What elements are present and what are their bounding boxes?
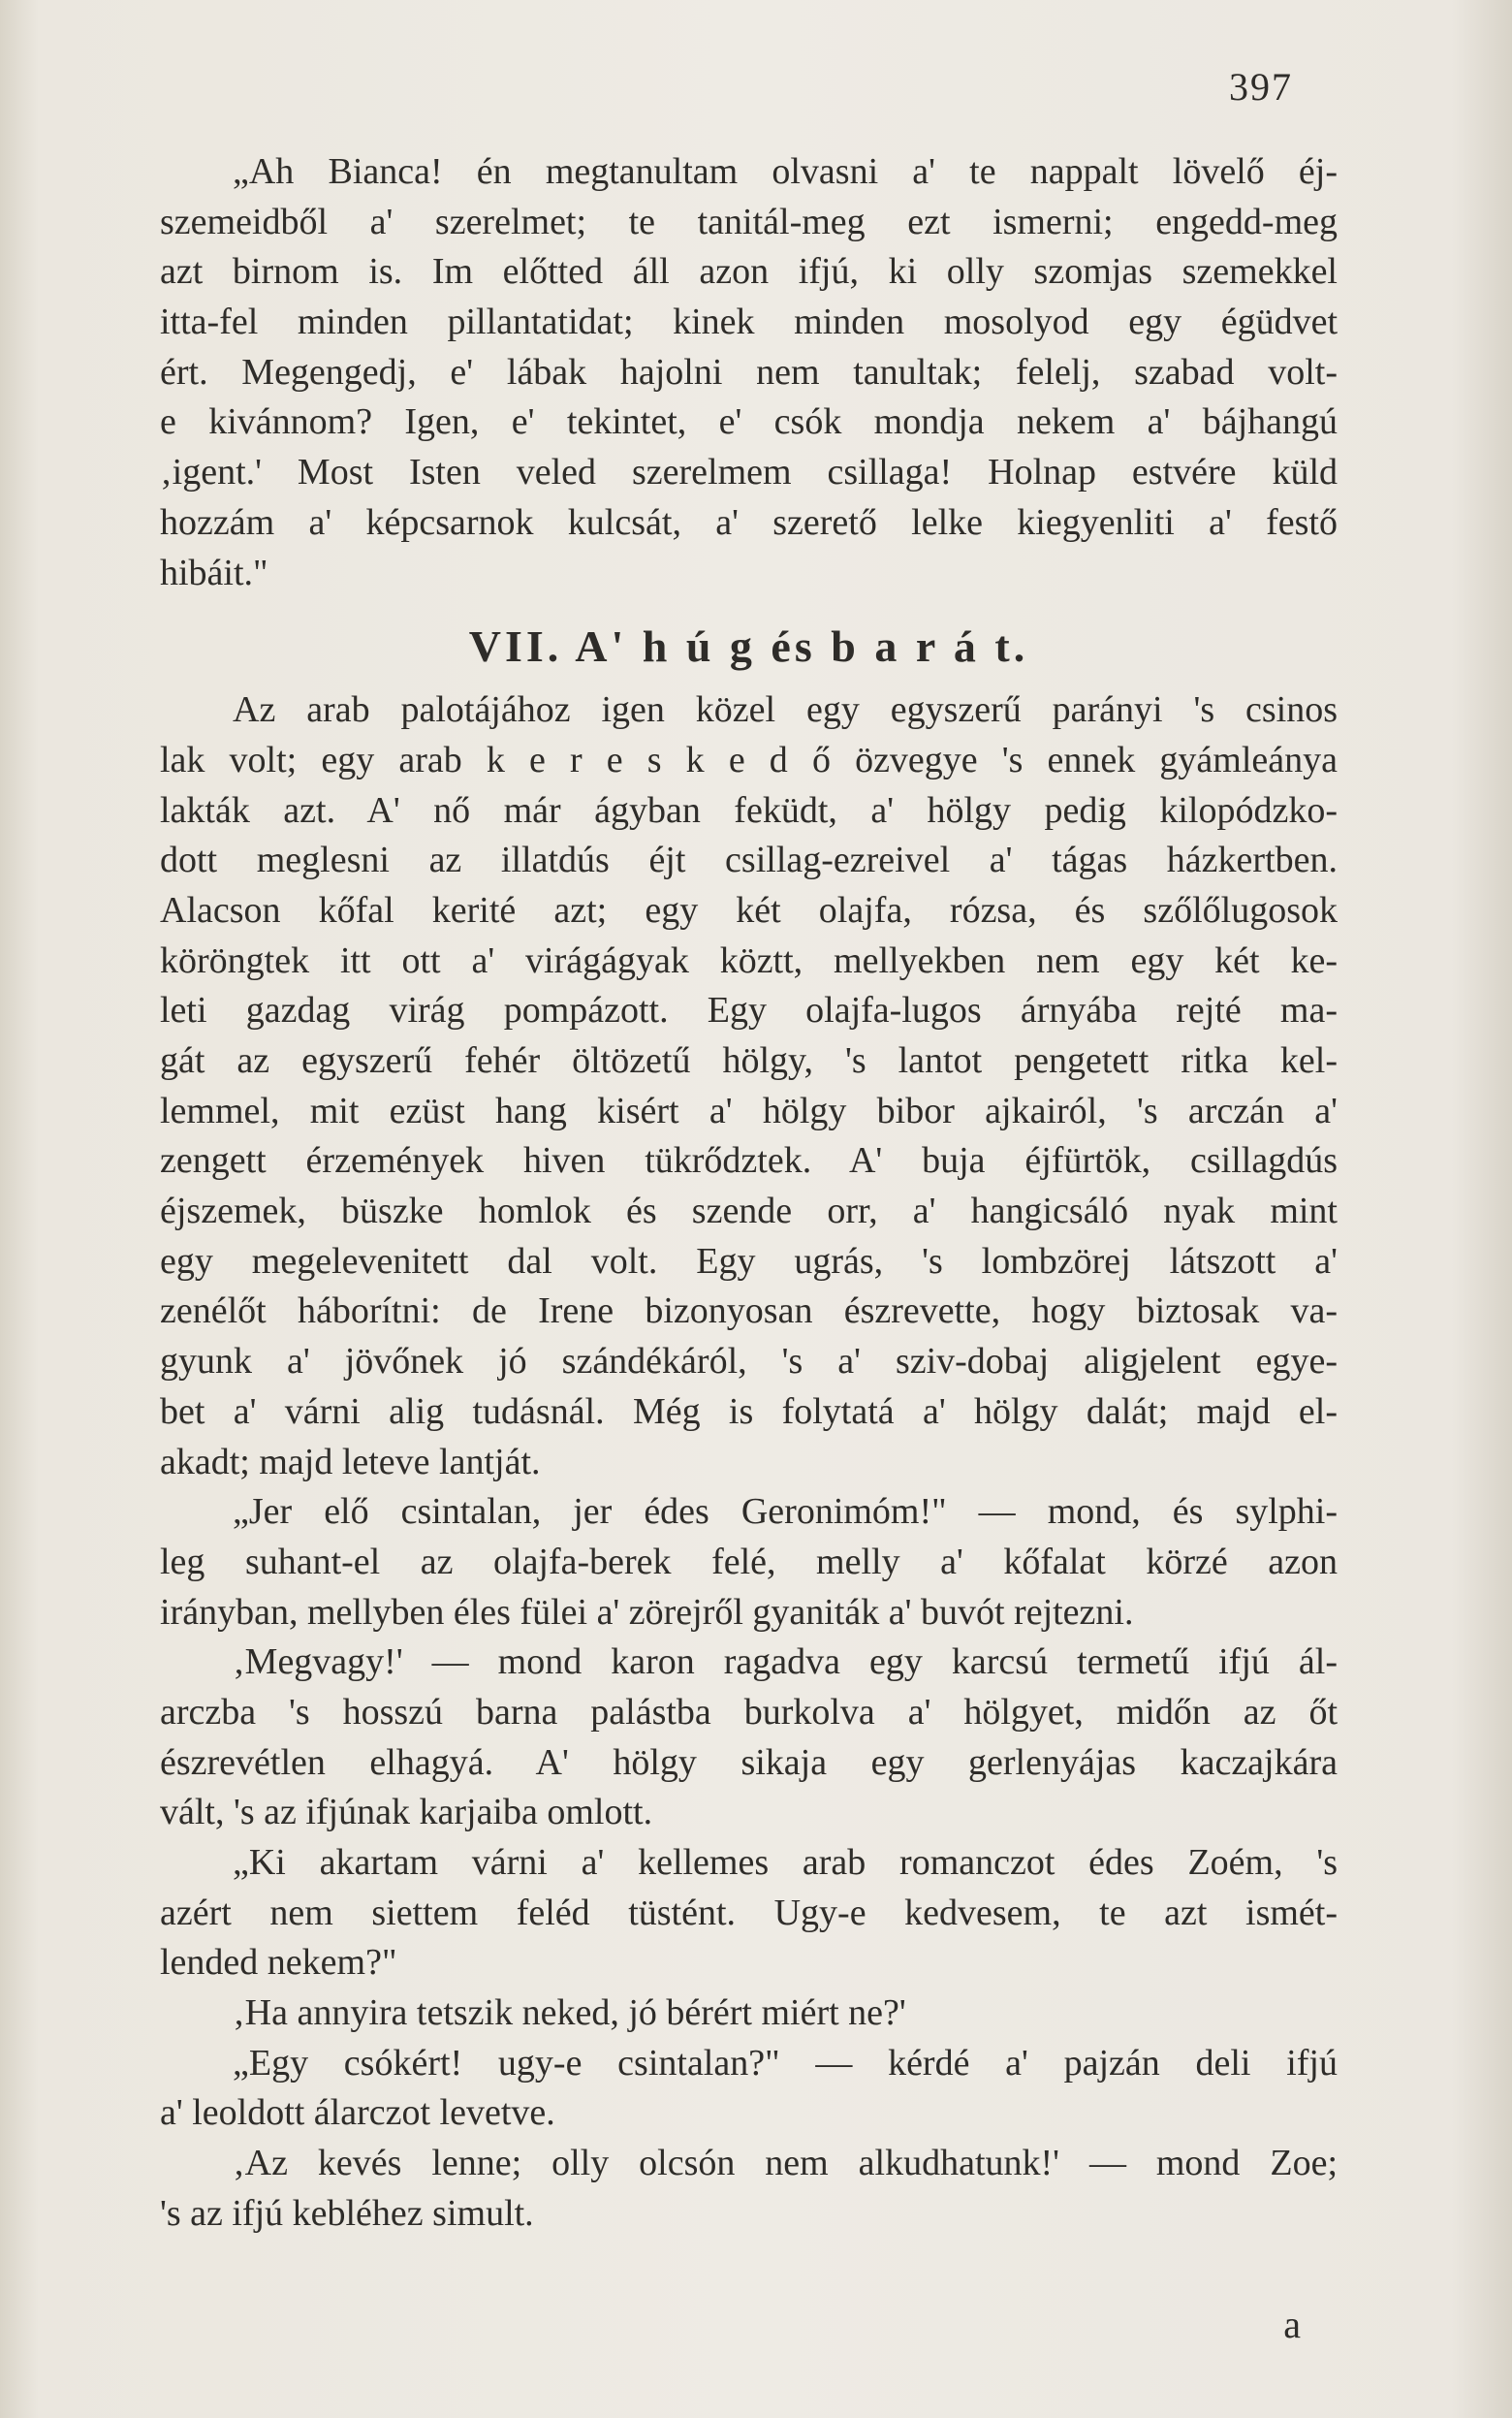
text-line: Az arab palotájához igen közel egy egyszerű parányi 's csinos — [233, 689, 1338, 731]
text-line: hozzám a' képcsarnok kulcsát, a' szerető lelke kiegyenliti a' festő — [160, 501, 1338, 543]
text-line: „Ki akartam várni a' kellemes arab romanczot édes Zoém, 's — [233, 1842, 1338, 1883]
text-line: lended nekem?" — [160, 1942, 397, 1984]
text-line: azért nem siettem feléd tüstént. Ugy-e kedvesem, te azt ismét- — [160, 1892, 1338, 1933]
text-line: azt birnom is. Im előtted áll azon ifjú, ki olly szomjas szemekkel — [160, 251, 1338, 293]
catchword: a — [1283, 2303, 1301, 2346]
text-line: a' leoldott álarczot levetve. — [160, 2092, 555, 2134]
text-line: „Ah Bianca! én megtanultam olvasni a' te nappalt lövelő éj- — [233, 151, 1338, 192]
text-line: ért. Megengedj, e' lábak hajolni nem tanultak; felelj, szabad volt- — [160, 351, 1338, 393]
paragraph — [160, 1487, 1338, 1638]
text-line: lemmel, mit ezüst hang kisért a' hölgy bibor ajkairól, 's arczán a' — [160, 1090, 1338, 1131]
text-line: észrevétlen elhagyá. A' hölgy sikaja egy gerlenyájas kaczajkára — [160, 1741, 1338, 1783]
page-number: 397 — [1229, 65, 1293, 109]
text-line: „Egy csókért! ugy-e csintalan?" — kérdé a' pajzán deli ifjú — [233, 2042, 1338, 2084]
text-line: akadt; majd leteve lantját. — [160, 1441, 541, 1482]
text-line: leti gazdag virág pompázott. Egy olajfa-lugos árnyába rejté ma- — [160, 990, 1338, 1032]
paragraph — [160, 685, 1338, 1487]
text-line: szemeidből a' szerelmet; te tanitál-meg ezt ismerni; engedd-meg — [160, 201, 1338, 242]
text-line: 's az ifjú kebléhez simult. — [160, 2192, 534, 2234]
text-line: egy megelevenitett dal volt. Egy ugrás, 's lombzörej látszott a' — [160, 1240, 1338, 1282]
text-line: ‚Megvagy!' — mond karon ragadva egy karcsú termetű ifjú ál- — [233, 1641, 1338, 1683]
paragraph — [160, 1988, 1338, 2039]
text-line: ‚igent.' Most Isten veled szerelmem csillaga! Holnap estvére küld — [160, 452, 1338, 493]
text-line: vált, 's az ifjúnak karjaiba omlott. — [160, 1792, 653, 1833]
text-line: irányban, mellyben éles fülei a' zörejről gyaniták a' buvót rejtezni. — [160, 1591, 1134, 1633]
paragraph — [160, 147, 1338, 598]
paragraph — [160, 1838, 1338, 1988]
page-text — [160, 147, 1338, 2240]
text-line: dott meglesni az illatdús éjt csillag-ezreivel a' tágas házkertben. — [160, 840, 1338, 881]
text-line: hibáit." — [160, 552, 268, 593]
paragraph — [160, 2039, 1338, 2139]
text-line: ‚Az kevés lenne; olly olcsón nem alkudhatunk!' — mond Zoe; — [233, 2143, 1338, 2184]
text-line: „Jer elő csintalan, jer édes Geronimóm!" — mond, és sylphi- — [233, 1491, 1338, 1533]
text-line: arczba 's hosszú barna palástba burkolva a' hölgyet, midőn az őt — [160, 1691, 1338, 1733]
text-line: gyunk a' jövőnek jó szándékáról, 's a' sziv-dobaj aligjelent egye- — [160, 1341, 1338, 1383]
text-line: e kivánnom? Igen, e' tekintet, e' csók mondja nekem a' bájhangú — [160, 401, 1338, 443]
text-line: zengett érzemények hiven tükrődztek. A' buja éjfürtök, csillagdús — [160, 1140, 1338, 1182]
paragraph — [160, 2139, 1338, 2239]
text-line: lak volt; egy arab k e r e s k e d ő özvegye 's ennek gyámleánya — [160, 739, 1338, 780]
chapter-heading: VII. A' h ú g és b a r á t. — [468, 621, 1029, 672]
text-line: köröngtek itt ott a' virágágyak köztt, mellyekben nem egy két ke- — [160, 939, 1338, 981]
text-line: ‚Ha annyira tetszik neked, jó bérért miért ne?' — [233, 1992, 906, 2034]
text-line: lakták azt. A' nő már ágyban feküdt, a' hölgy pedig kilopódzko- — [160, 789, 1338, 831]
text-line: itta-fel minden pillantatidat; kinek minden mosolyod egy égüdvet — [160, 302, 1338, 343]
text-line: zenélőt háborítni: de Irene bizonyosan észrevette, hogy biztosak va- — [160, 1290, 1338, 1332]
text-line: éjszemek, büszke homlok és szende orr, a' hangicsáló nyak mint — [160, 1191, 1338, 1232]
text-line: leg suhant-el az olajfa-berek felé, melly a' kőfalat körzé azon — [160, 1541, 1338, 1582]
paragraph — [160, 1638, 1338, 1838]
text-line: gát az egyszerű fehér öltözetű hölgy, 's lantot pengetett ritka kel- — [160, 1040, 1338, 1081]
text-line: Alacson kőfal kerité azt; egy két olajfa, rózsa, és szőlőlugosok — [160, 889, 1338, 931]
text-line: bet a' várni alig tudásnál. Még is folytatá a' hölgy dalát; majd el- — [160, 1390, 1338, 1432]
